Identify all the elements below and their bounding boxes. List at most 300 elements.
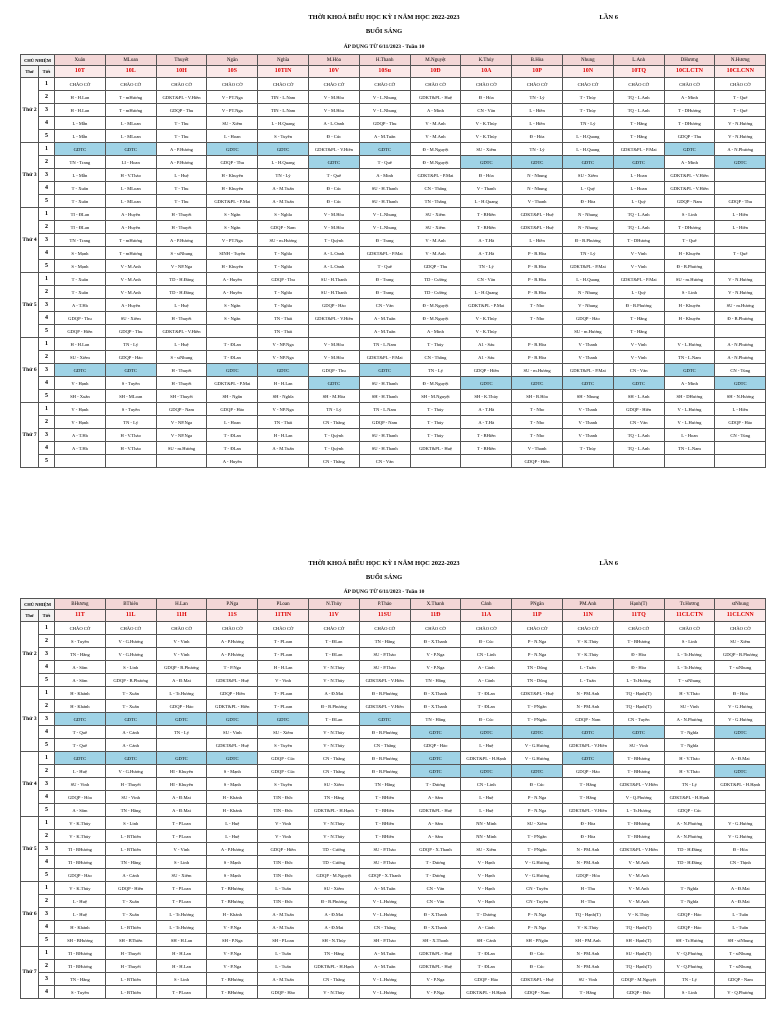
lesson-cell: TQ - L.Anh xyxy=(613,429,664,442)
lesson-cell: Đ - B.Phương xyxy=(308,895,359,908)
lesson-cell: L - BThiên xyxy=(105,986,156,999)
lesson-cell: L - H.Quang xyxy=(461,286,512,299)
lesson-cell: GDQP - Cúc xyxy=(664,804,715,817)
lesson-cell: T - PNgân xyxy=(512,713,563,726)
period-number: 3 xyxy=(39,648,55,661)
lesson-cell: V - N.Thủy xyxy=(308,817,359,830)
lesson-cell: T - ĐLan xyxy=(308,635,359,648)
lesson-cell: H - V.Thảo xyxy=(105,442,156,455)
lesson-cell: GDTC xyxy=(512,726,563,739)
lesson-cell: TN - Hằng xyxy=(308,947,359,960)
lesson-cell: GDKT&PL - H.Hạnh xyxy=(461,752,512,765)
lesson-cell: V - K.Thủy xyxy=(461,130,512,143)
lesson-cell: V - NP.Nga xyxy=(156,429,207,442)
lesson-cell: TQ - L.Anh xyxy=(613,208,664,221)
lesson-cell: L - Hoan xyxy=(207,416,258,429)
period-number: 4 xyxy=(39,442,55,455)
lesson-cell: V - M.Anh xyxy=(410,117,461,130)
lesson-cell: A - Minh xyxy=(410,104,461,117)
lesson-cell: L - MLoan xyxy=(105,195,156,208)
lesson-cell: TN - L.Nam xyxy=(664,442,715,455)
period-row xyxy=(21,325,766,338)
lesson-cell: S - Linh xyxy=(105,817,156,830)
lesson-cell: CHÀO CỜ xyxy=(613,78,664,91)
lesson-cell: Đ - Cúc xyxy=(512,778,563,791)
lesson-cell: H - Thuyết xyxy=(105,947,156,960)
lesson-cell: T - mHương xyxy=(105,104,156,117)
lesson-cell: Đ - B.Phương xyxy=(613,299,664,312)
lesson-cell: Đ - B.Phương xyxy=(359,765,410,778)
lesson-cell: V - Nhung xyxy=(562,299,613,312)
period-row xyxy=(21,156,766,169)
lesson-cell: SH - M.Nguyệt xyxy=(410,390,461,403)
lesson-cell: TQ - Hạnh(T) xyxy=(613,960,664,973)
lesson-cell: GDTC xyxy=(613,156,664,169)
lesson-cell: Đ - B.Phương xyxy=(715,312,766,325)
lesson-cell: L - Hiền xyxy=(715,221,766,234)
lesson-cell: V - Thanh xyxy=(512,442,563,455)
period-number: 3 xyxy=(39,973,55,986)
lesson-cell: GDKT&PL - V.Hiền xyxy=(359,700,410,713)
lesson-cell: TN - Hằng xyxy=(410,713,461,726)
lesson-cell: CN - Văn xyxy=(461,104,512,117)
lesson-cell: GDTC xyxy=(715,156,766,169)
lesson-cell: N - PM.Anh xyxy=(562,947,613,960)
lesson-cell: Đ - Hòa xyxy=(461,91,512,104)
lesson-cell: A - Minh xyxy=(664,377,715,390)
lesson-cell: N - PM.Anh xyxy=(562,843,613,856)
lesson-cell: V - P.Nga xyxy=(207,947,258,960)
lesson-cell: Đ - X.Thanh xyxy=(410,908,461,921)
lesson-cell: CN - Thịnh xyxy=(715,856,766,869)
lesson-cell: V - P.Nga xyxy=(410,973,461,986)
lesson-cell: GDQP - Nam xyxy=(562,713,613,726)
lesson-cell: S - Linh xyxy=(664,286,715,299)
lesson-cell: T - Quế xyxy=(359,156,410,169)
lesson-cell: GDQP - Hảo xyxy=(156,700,207,713)
lesson-cell: A - Sâm xyxy=(55,661,106,674)
lesson-cell: H - Khuyên xyxy=(207,260,258,273)
lesson-cell: L - Huệ xyxy=(461,739,512,752)
period-number: 3 xyxy=(39,234,55,247)
lesson-cell: L - Hoan xyxy=(613,169,664,182)
day-label: Thứ 5 xyxy=(21,817,39,882)
day-label: Thứ 6 xyxy=(21,882,39,947)
lesson-cell: Đ - M.Nguyệt xyxy=(410,377,461,390)
lesson-cell: SH - Xuân xyxy=(55,390,106,403)
lesson-cell: TN - Lý xyxy=(156,726,207,739)
lesson-cell: V - K.Thủy xyxy=(562,635,613,648)
period-number: 2 xyxy=(39,960,55,973)
period-row xyxy=(21,364,766,377)
lesson-cell xyxy=(105,455,156,468)
lesson-cell: V - Vinh xyxy=(156,843,207,856)
lesson-cell: T - ĐLan xyxy=(207,338,258,351)
lesson-cell: A - T.Hà xyxy=(461,416,512,429)
lesson-cell: V - K.Thủy xyxy=(461,325,512,338)
lesson-cell: T - ĐLan xyxy=(461,700,512,713)
lesson-cell: S - Mạnh xyxy=(207,778,258,791)
class-name: 11S xyxy=(207,610,258,622)
lesson-cell: T - Thủy xyxy=(562,104,613,117)
lesson-cell: CHÀO CỜ xyxy=(207,78,258,91)
lesson-cell: T - Dương xyxy=(410,869,461,882)
lesson-cell: GDTC xyxy=(55,752,106,765)
period-row xyxy=(21,208,766,221)
lesson-cell: CN - Tùng xyxy=(715,429,766,442)
lesson-cell: L - H.Quang xyxy=(562,273,613,286)
lesson-cell: S - Mạnh xyxy=(55,247,106,260)
period-row xyxy=(21,91,766,104)
lesson-cell: T - Quỳnh xyxy=(308,442,359,455)
lesson-cell: T - PNgân xyxy=(512,700,563,713)
homeroom-teacher-row xyxy=(21,55,766,66)
period-row xyxy=(21,338,766,351)
lesson-cell: GDTC xyxy=(258,143,309,156)
class-name: 11A xyxy=(461,610,512,622)
lesson-cell: P - B.Hòa xyxy=(512,260,563,273)
class-name: 10N xyxy=(562,66,613,78)
lesson-cell: A - Đ.Mai xyxy=(156,791,207,804)
period-row xyxy=(21,351,766,364)
period-number: 3 xyxy=(39,778,55,791)
lesson-cell: T - ĐLan xyxy=(308,713,359,726)
class-name: 10TIN xyxy=(258,66,309,78)
period-number: 4 xyxy=(39,986,55,999)
lesson-cell: Đ - Cúc xyxy=(461,713,512,726)
lesson-cell: TQ - Hạnh(T) xyxy=(613,687,664,700)
lesson-cell: GDTC xyxy=(207,713,258,726)
period-row xyxy=(21,182,766,195)
lesson-cell xyxy=(258,455,309,468)
lesson-cell: S - Mạnh xyxy=(207,856,258,869)
lesson-cell xyxy=(562,455,613,468)
class-row xyxy=(21,66,766,78)
lesson-cell: T - Xuân xyxy=(105,908,156,921)
period-number: 1 xyxy=(39,403,55,416)
session-label: BUỔI SÁNG xyxy=(365,574,403,581)
lesson-cell: V - L.Nhung xyxy=(359,104,410,117)
lesson-cell: CHÀO CỜ xyxy=(512,78,563,91)
period-number: 1 xyxy=(39,208,55,221)
lesson-cell: T - mHương xyxy=(105,247,156,260)
period-number: 2 xyxy=(39,895,55,908)
period-header: Tiết xyxy=(39,66,55,78)
lesson-cell: A - Cảnh xyxy=(105,726,156,739)
lesson-cell: T - Thủy xyxy=(410,429,461,442)
homeroom-teacher: B.Hòa xyxy=(512,55,563,66)
lesson-cell: TN - Hằng xyxy=(410,674,461,687)
lesson-cell: TN - Lý xyxy=(664,973,715,986)
lesson-cell: A - Huyền xyxy=(105,208,156,221)
lesson-cell: GDQP - Hảo xyxy=(308,299,359,312)
lesson-cell: Đ - Hòa xyxy=(613,661,664,674)
lesson-cell: S - Tuyền xyxy=(258,778,309,791)
lesson-cell: TN - Dũng xyxy=(512,674,563,687)
period-number: 5 xyxy=(39,869,55,882)
homeroom-teacher: K.Thủy xyxy=(461,55,512,66)
lesson-cell: V - NP.Nga xyxy=(258,351,309,364)
lesson-cell: T - Quỳnh xyxy=(308,429,359,442)
lesson-cell: H - H.Lan xyxy=(258,661,309,674)
period-number: 3 xyxy=(39,169,55,182)
lesson-cell xyxy=(156,455,207,468)
lesson-cell: V - M.Anh xyxy=(613,856,664,869)
period-number: 4 xyxy=(39,247,55,260)
lesson-cell: V - PT.Nga xyxy=(207,234,258,247)
lesson-cell: GDQP - Hiền xyxy=(105,882,156,895)
homeroom-teacher: BHương xyxy=(55,599,106,610)
lesson-cell: GDQP - Nam xyxy=(359,416,410,429)
lesson-cell: A - Sâm xyxy=(55,674,106,687)
lesson-cell: SH - Thuyết xyxy=(156,390,207,403)
lesson-cell: GDQP - X.Thanh xyxy=(359,869,410,882)
lesson-cell: S - Nghĩa xyxy=(258,208,309,221)
lesson-cell xyxy=(410,455,461,468)
homeroom-teacher: L.Anh xyxy=(613,55,664,66)
lesson-cell: L - Mẫn xyxy=(55,117,106,130)
class-name: 10S xyxy=(207,66,258,78)
lesson-cell: SH - X.Thanh xyxy=(410,934,461,947)
lesson-cell: V - PT.Nga xyxy=(207,104,258,117)
period-number: 3 xyxy=(39,713,55,726)
day-header: Thứ xyxy=(21,610,39,622)
lesson-cell: TN - L.Nam xyxy=(664,351,715,364)
lesson-cell: Đ - Cúc xyxy=(512,960,563,973)
lesson-cell: TN - Lý xyxy=(461,260,512,273)
lesson-cell: V - Thanh xyxy=(512,195,563,208)
lesson-cell: Đ - X.Thanh xyxy=(410,635,461,648)
lesson-cell: CN - Thắng xyxy=(308,973,359,986)
lesson-cell: S - Ngân xyxy=(207,299,258,312)
lesson-cell: CHÀO CỜ xyxy=(359,78,410,91)
lesson-cell: A - T.Hà xyxy=(55,429,106,442)
day-label: Thứ 6 xyxy=(21,338,39,403)
lesson-cell: CN - Tùng xyxy=(715,364,766,377)
day-label: Thứ 7 xyxy=(21,403,39,468)
lesson-cell: SU - m.Hương xyxy=(715,299,766,312)
lesson-cell: SH - N.Thủy xyxy=(308,934,359,947)
lesson-cell: GDTC xyxy=(258,364,309,377)
lesson-cell: TD - H.Đăng xyxy=(156,286,207,299)
lesson-cell: TN - Trang xyxy=(55,234,106,247)
lesson-cell xyxy=(715,325,766,338)
lesson-cell: L - Hoan xyxy=(207,130,258,143)
homeroom-teacher: PLoan xyxy=(258,599,309,610)
lesson-cell: TI - ĐLan xyxy=(55,221,106,234)
lesson-cell: Đ - Cúc xyxy=(308,195,359,208)
lesson-cell: GDTC xyxy=(410,765,461,778)
lesson-cell: GDTC xyxy=(105,143,156,156)
lesson-cell: L - Hoan xyxy=(613,182,664,195)
period-row xyxy=(21,882,766,895)
period-row xyxy=(21,843,766,856)
period-number: 4 xyxy=(39,312,55,325)
lesson-cell: S - Tuyền xyxy=(55,986,106,999)
lesson-cell: CHÀO CỜ xyxy=(461,78,512,91)
period-number: 3 xyxy=(39,364,55,377)
period-number: 1 xyxy=(39,752,55,765)
class-name: 10V xyxy=(308,66,359,78)
lesson-cell: SH - P.Thảo xyxy=(359,934,410,947)
lesson-cell: CHÀO CỜ xyxy=(613,622,664,635)
lesson-cell: A - Đ.Mai xyxy=(715,882,766,895)
class-name: 11CLCTN xyxy=(664,610,715,622)
lesson-cell: V - M.Anh xyxy=(410,234,461,247)
lesson-cell: V - Vinh xyxy=(258,674,309,687)
period-number: 3 xyxy=(39,299,55,312)
lesson-cell: T - BHương xyxy=(207,973,258,986)
lesson-cell: S - Tuyền xyxy=(105,377,156,390)
lesson-cell: TN - Hằng xyxy=(55,648,106,661)
lesson-cell xyxy=(308,325,359,338)
lesson-cell: CN - Thắng xyxy=(308,416,359,429)
lesson-cell xyxy=(613,455,664,468)
lesson-cell: TN - Lý xyxy=(562,117,613,130)
lesson-cell: H - H.Lan xyxy=(258,429,309,442)
lesson-cell: SU - Xiêm xyxy=(715,635,766,648)
homeroom-teacher-row xyxy=(21,599,766,610)
lesson-cell: GDTC xyxy=(461,765,512,778)
lesson-cell: V - G.Hương xyxy=(715,713,766,726)
lesson-cell: A - Minh xyxy=(664,91,715,104)
day-label: Thứ 2 xyxy=(21,622,39,687)
period-row xyxy=(21,403,766,416)
lesson-cell: CHÀO CỜ xyxy=(461,622,512,635)
period-row xyxy=(21,390,766,403)
lesson-cell: TQ - L.Anh xyxy=(613,104,664,117)
lesson-cell: A - M.Tuấn xyxy=(359,325,410,338)
period-number: 1 xyxy=(39,338,55,351)
lesson-cell: L - Huệ xyxy=(55,765,106,778)
lesson-cell: T - BHương xyxy=(207,895,258,908)
lesson-cell: Đ - M.Nguyệt xyxy=(410,312,461,325)
lesson-cell: H - V.Thảo xyxy=(664,687,715,700)
lesson-cell: T - stNhung xyxy=(664,674,715,687)
lesson-cell: T - PLoan xyxy=(258,648,309,661)
lesson-cell: T - Quế xyxy=(664,234,715,247)
lesson-cell: L - Tuấn xyxy=(715,921,766,934)
lesson-cell: GDKT&PL - Huệ xyxy=(410,442,461,455)
lesson-cell: TIN - L.Nam xyxy=(258,91,309,104)
lesson-cell: GDQP - Nam xyxy=(664,195,715,208)
lesson-cell xyxy=(715,234,766,247)
lesson-cell: TN - Hằng xyxy=(359,635,410,648)
lesson-cell: V - M.Hòa xyxy=(308,91,359,104)
lesson-cell xyxy=(715,169,766,182)
lesson-cell: S - Linh xyxy=(664,986,715,999)
lesson-cell: TD - Cường xyxy=(410,273,461,286)
lesson-cell: T - PLoan xyxy=(156,895,207,908)
lesson-cell: T - Nghĩa xyxy=(258,286,309,299)
lesson-cell: T - Quế xyxy=(55,739,106,752)
lesson-cell: A - N.Phương xyxy=(664,830,715,843)
lesson-cell: S - Linh xyxy=(156,856,207,869)
lesson-cell: GDTC xyxy=(359,364,410,377)
lesson-cell: V - G.Hương xyxy=(105,648,156,661)
period-header: Tiết xyxy=(39,610,55,622)
period-row xyxy=(21,934,766,947)
lesson-cell: T - stNhung xyxy=(715,960,766,973)
lesson-cell: A1 - Sáu xyxy=(461,351,512,364)
class-name: 10T xyxy=(55,66,106,78)
lesson-cell: A - Cảnh xyxy=(105,739,156,752)
lesson-cell: V - Hạnh xyxy=(55,403,106,416)
lesson-cell: V - K.Thủy xyxy=(613,908,664,921)
lesson-cell: SU - H.Thanh xyxy=(359,377,410,390)
lesson-cell: Đ - Cúc xyxy=(461,635,512,648)
lesson-cell: TN - Dũng xyxy=(512,661,563,674)
lesson-cell: SU - Hạnh(T) xyxy=(613,947,664,960)
lesson-cell: V - M.Anh xyxy=(105,273,156,286)
lesson-cell: GDTC xyxy=(512,377,563,390)
lesson-cell: V - P.Nga xyxy=(410,661,461,674)
lesson-cell: A - T.Hà xyxy=(461,247,512,260)
lesson-cell: GDKT&PL - P.Mai xyxy=(613,143,664,156)
homeroom-teacher: P.Thảo xyxy=(359,599,410,610)
lesson-cell: V - N.Hương xyxy=(715,273,766,286)
lesson-cell: GDQP - Thu xyxy=(308,364,359,377)
lesson-cell: T - Hằng xyxy=(613,312,664,325)
period-row xyxy=(21,104,766,117)
homeroom-teacher: PM.Anh xyxy=(562,599,613,610)
lesson-cell: L - Hiền xyxy=(512,104,563,117)
lesson-cell: SH - Nghĩa xyxy=(258,390,309,403)
lesson-cell: Đ - X.Thanh xyxy=(410,687,461,700)
lesson-cell: TIN - Đức xyxy=(258,895,309,908)
class-name: 11T xyxy=(55,610,106,622)
lesson-cell: V - NP.Nga xyxy=(156,260,207,273)
lesson-cell: T - PLoan xyxy=(156,830,207,843)
lesson-cell: GDKT&PL - Huệ xyxy=(512,208,563,221)
period-number: 5 xyxy=(39,674,55,687)
homeroom-header: CHỦ NHIỆM xyxy=(21,55,55,66)
period-row xyxy=(21,130,766,143)
period-number: 2 xyxy=(39,351,55,364)
lesson-cell: GDTC xyxy=(359,143,410,156)
lesson-cell: GDQP - Nam xyxy=(512,986,563,999)
lesson-cell: GDQP - Đức xyxy=(613,986,664,999)
lesson-cell: TQ - L.Anh xyxy=(613,442,664,455)
lesson-cell: V - Q.Phương xyxy=(664,960,715,973)
lesson-cell: P - N.Nga xyxy=(512,635,563,648)
period-number: 1 xyxy=(39,947,55,960)
lesson-cell: H - V.Thảo xyxy=(105,169,156,182)
lesson-cell xyxy=(715,442,766,455)
lesson-cell xyxy=(715,739,766,752)
lesson-cell: TN - L.Nam xyxy=(359,338,410,351)
lesson-cell: GDTC xyxy=(562,726,613,739)
lesson-cell: GDKT&PL - Huệ xyxy=(410,960,461,973)
period-number: 1 xyxy=(39,143,55,156)
class-name: 11N xyxy=(562,610,613,622)
period-number: 1 xyxy=(39,622,55,635)
lesson-cell: V - Q.Phương xyxy=(613,791,664,804)
lesson-cell: CHÀO CỜ xyxy=(664,78,715,91)
lesson-cell: T - ĐLan xyxy=(461,960,512,973)
lesson-cell: A - M.Tuấn xyxy=(359,882,410,895)
homeroom-teacher: Nhung xyxy=(562,55,613,66)
lesson-cell: T - Xuân xyxy=(105,700,156,713)
class-name: 11TIN xyxy=(258,610,309,622)
lesson-cell: A - M.Tuấn xyxy=(359,960,410,973)
lesson-cell: H - V.Thảo xyxy=(664,765,715,778)
lesson-cell: H - Khánh xyxy=(207,908,258,921)
lesson-cell: SH - K.Thủy xyxy=(461,390,512,403)
lesson-cell: TN - Trang xyxy=(55,156,106,169)
lesson-cell: TQ - L.Anh xyxy=(613,221,664,234)
lesson-cell: T - Thu xyxy=(156,182,207,195)
